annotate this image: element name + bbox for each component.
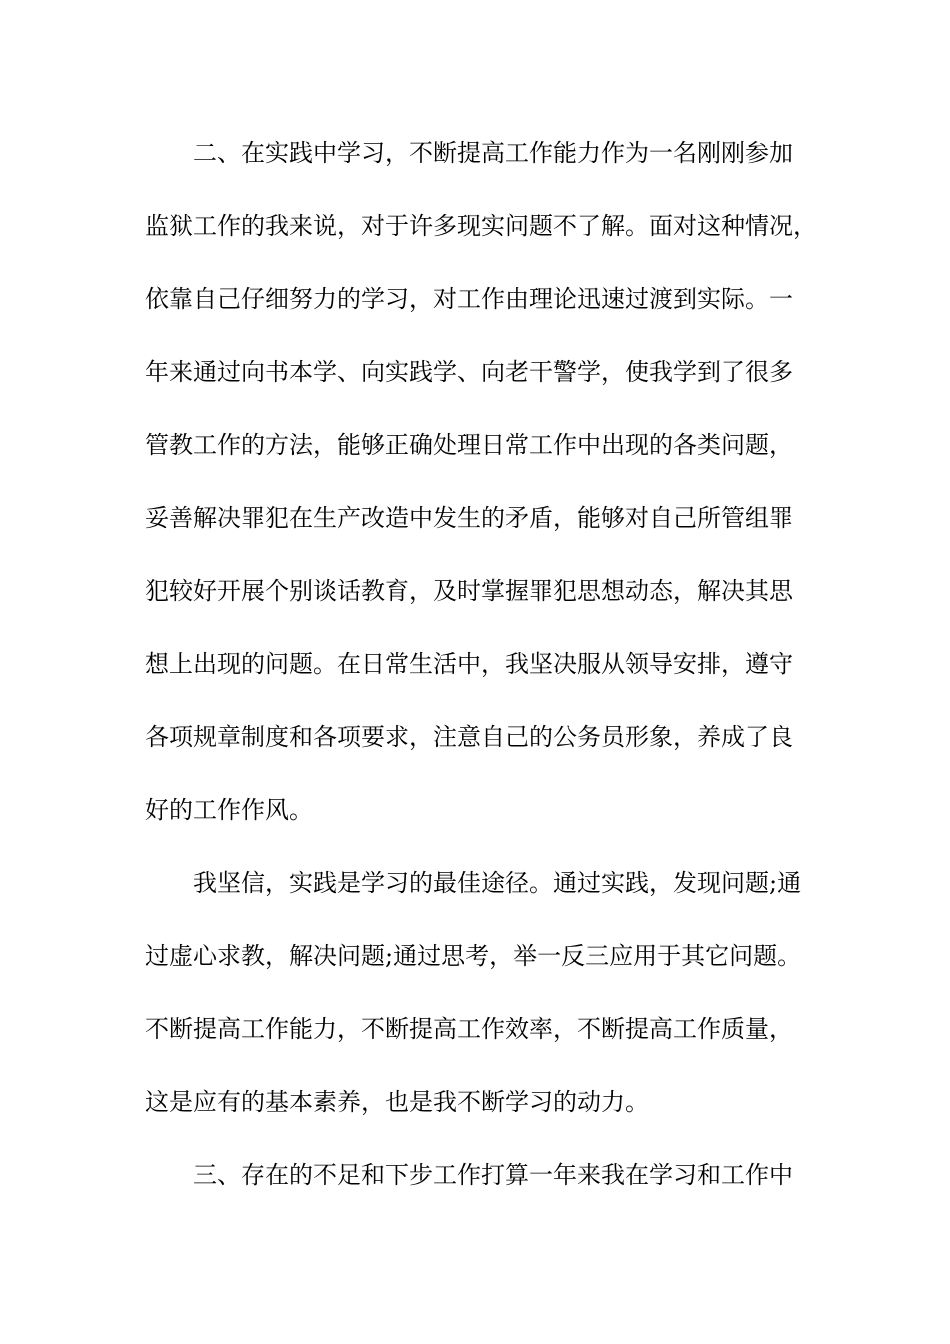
paragraph-2-line-1: 二、在实践中学习，不断提高工作能力作为一名刚刚参加 (193, 139, 793, 167)
paragraph-2-line-3: 依靠自己仔细努力的学习，对工作由理论迅速过渡到实际。一 (145, 285, 793, 313)
paragraph-2-line-5: 管教工作的方法，能够正确处理日常工作中出现的各类问题， (145, 431, 793, 459)
paragraph-2-line-7: 犯较好开展个别谈话教育，及时掌握罪犯思想动态，解决其思 (145, 577, 793, 605)
paragraph-3-line-2: 过虚心求教，解决问题;通过思考，举一反三应用于其它问题。 (145, 942, 802, 970)
paragraph-3-line-4: 这是应有的基本素养，也是我不断学习的动力。 (145, 1088, 649, 1116)
paragraph-2-line-9: 各项规章制度和各项要求，注意自己的公务员形象，养成了良 (145, 723, 793, 751)
paragraph-3-line-3: 不断提高工作能力，不断提高工作效率，不断提高工作质量， (145, 1015, 793, 1043)
paragraph-2-line-4: 年来通过向书本学、向实践学、向老干警学，使我学到了很多 (145, 358, 793, 386)
paragraph-2-line-2: 监狱工作的我来说，对于许多现实问题不了解。面对这种情况， (145, 212, 817, 240)
paragraph-4-line-1: 三、存在的不足和下步工作打算一年来我在学习和工作中 (193, 1161, 793, 1189)
paragraph-2-line-10: 好的工作作风。 (145, 796, 313, 824)
paragraph-2-line-8: 想上出现的问题。在日常生活中，我坚决服从领导安排，遵守 (145, 650, 793, 678)
paragraph-2-line-6: 妥善解决罪犯在生产改造中发生的矛盾，能够对自己所管组罪 (145, 504, 793, 532)
paragraph-3-line-1: 我坚信，实践是学习的最佳途径。通过实践，发现问题;通 (193, 869, 802, 897)
